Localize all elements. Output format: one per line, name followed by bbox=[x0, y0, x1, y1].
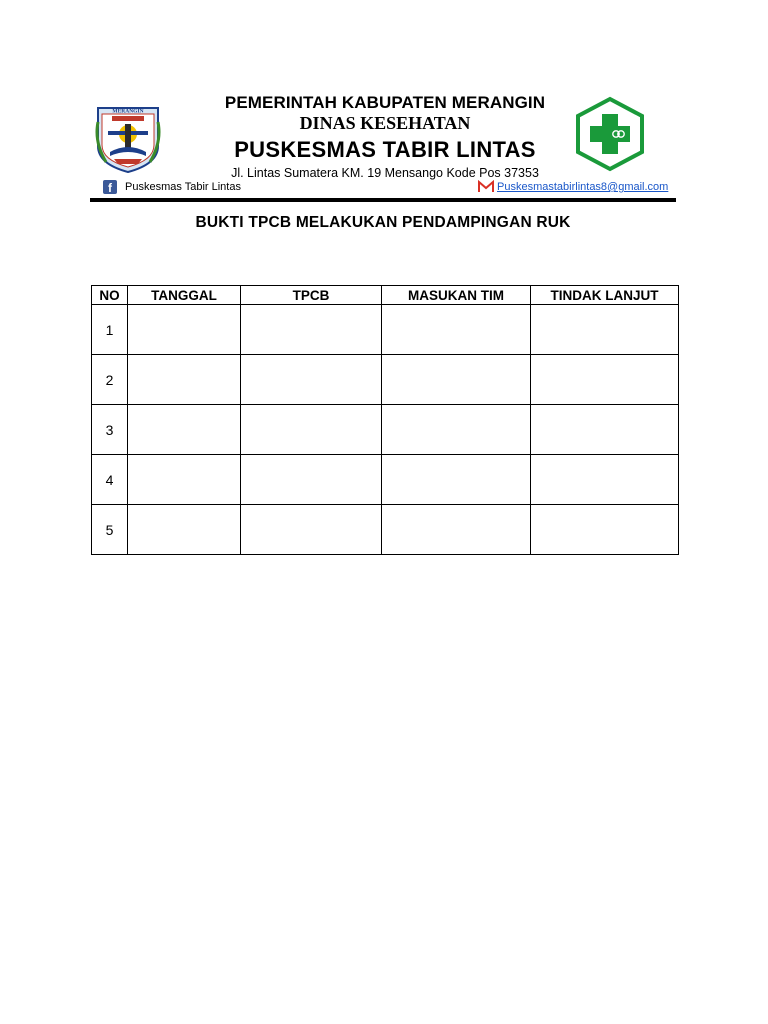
department-name: DINAS KESEHATAN bbox=[299, 113, 471, 133]
tindak-lanjut-cell bbox=[531, 405, 679, 455]
puskesmas-cross-logo-icon bbox=[573, 96, 647, 172]
tanggal-cell bbox=[128, 505, 241, 555]
government-name: PEMERINTAH KABUPATEN MERANGIN bbox=[224, 93, 546, 112]
column-header-tindak-lanjut: TINDAK LANJUT bbox=[531, 286, 679, 305]
table-row bbox=[92, 505, 679, 555]
tpcb-cell bbox=[241, 405, 382, 455]
masukan-tim-cell bbox=[382, 355, 531, 405]
column-header-tanggal: TANGGAL bbox=[128, 286, 241, 305]
tindak-lanjut-cell bbox=[531, 305, 679, 355]
row-number: 1 bbox=[92, 305, 128, 355]
merangin-regency-emblem-icon bbox=[94, 102, 162, 174]
gmail-icon bbox=[478, 180, 494, 193]
clinic-name: PUSKESMAS TABIR LINTAS bbox=[234, 137, 536, 162]
column-header-tpcb: TPCB bbox=[241, 286, 382, 305]
tanggal-cell bbox=[128, 305, 241, 355]
masukan-tim-cell bbox=[382, 505, 531, 555]
row-number: 5 bbox=[92, 505, 128, 555]
tpcb-cell bbox=[241, 455, 382, 505]
emblem-label: MERANGIN bbox=[112, 108, 144, 115]
table-row bbox=[92, 355, 679, 405]
tindak-lanjut-cell bbox=[531, 505, 679, 555]
email-link[interactable]: Puskesmastabirlintas8@gmail.com bbox=[497, 181, 669, 193]
header-divider bbox=[90, 198, 676, 202]
table-row bbox=[92, 405, 679, 455]
tindak-lanjut-cell bbox=[531, 355, 679, 405]
column-header-masukan-tim: MASUKAN TIM bbox=[382, 286, 531, 305]
tpcb-cell bbox=[241, 305, 382, 355]
letterhead bbox=[0, 0, 768, 210]
tanggal-cell bbox=[128, 355, 241, 405]
document-title: BUKTI TPCB MELAKUKAN PENDAMPINGAN RUK bbox=[195, 214, 571, 231]
table-header-row bbox=[92, 286, 679, 305]
facebook-icon: f bbox=[103, 180, 117, 194]
masukan-tim-cell bbox=[382, 405, 531, 455]
address: Jl. Lintas Sumatera KM. 19 Mensango Kode Pos 37353 bbox=[231, 166, 539, 180]
table-row bbox=[92, 305, 679, 355]
row-number: 3 bbox=[92, 405, 128, 455]
row-number: 4 bbox=[92, 455, 128, 505]
tanggal-cell bbox=[128, 405, 241, 455]
tanggal-cell bbox=[128, 455, 241, 505]
tindak-lanjut-cell bbox=[531, 455, 679, 505]
row-number: 2 bbox=[92, 355, 128, 405]
facebook-page-name: Puskesmas Tabir Lintas bbox=[125, 181, 241, 193]
assistance-table bbox=[91, 285, 679, 555]
table-row bbox=[92, 455, 679, 505]
masukan-tim-cell bbox=[382, 455, 531, 505]
tpcb-cell bbox=[241, 505, 382, 555]
masukan-tim-cell bbox=[382, 305, 531, 355]
tpcb-cell bbox=[241, 355, 382, 405]
column-header-no: NO bbox=[92, 286, 128, 305]
